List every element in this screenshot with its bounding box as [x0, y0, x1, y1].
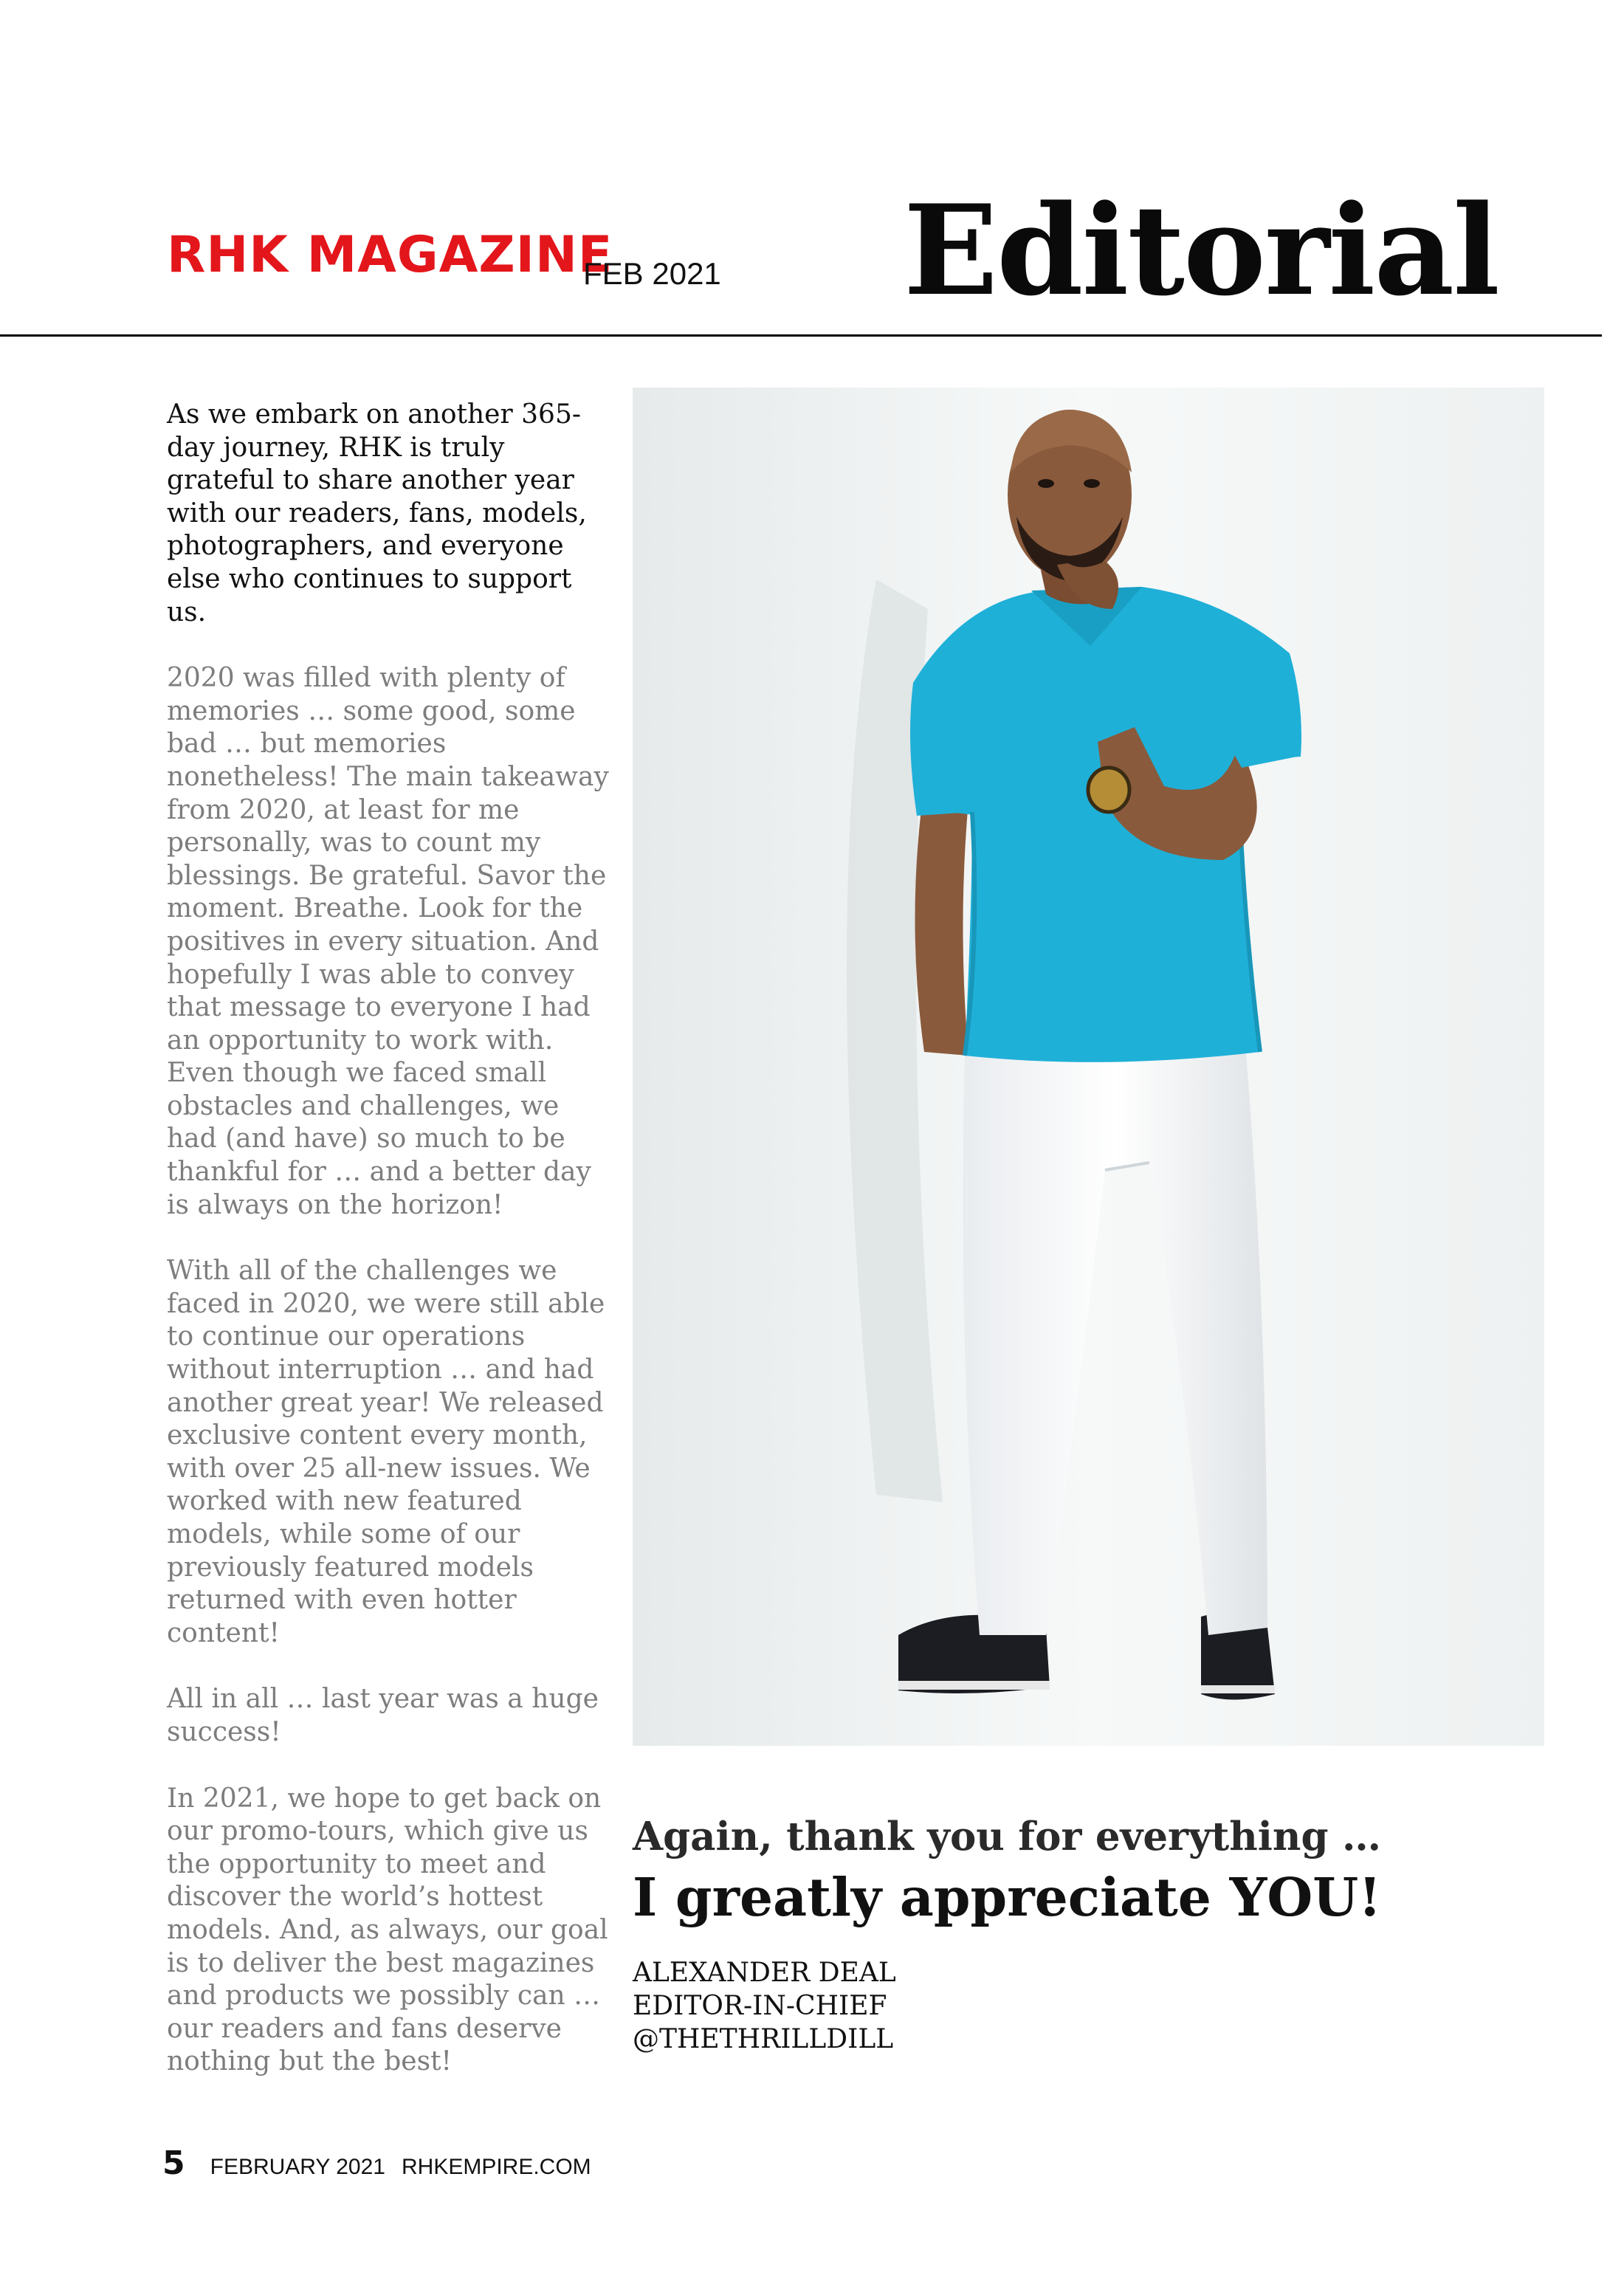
closing-line: Again, thank you for everything …: [633, 1814, 1381, 1859]
signature-handle: @THETHRILLDILL: [633, 2024, 894, 2054]
article-paragraph: In 2021, we hope to get back on our promo-tours, which give us the opportunity to meet and discover the world’s hottest models. And, as always, our goal is to deliver the best magazines and products we possibly can … our readers and fans deserve nothing but the best!: [167, 1783, 608, 2077]
editor-photo: [633, 388, 1544, 1746]
article-column: [167, 399, 617, 2112]
article-paragraph: 2020 was filled with plenty of memories … some good, some bad … but memories nonetheless! The main takeaway from 2020, at least for me personally, was to count my blessings. Be grateful. Savor the moment. Breathe. Look for the positives in every situation. And hopefully I was able to convey that message to everyone I had an opportunity to work with. Even though we faced small obstacles and challenges, we had (and have) so much to be thankful for … and a better day is always on the horizon!: [167, 663, 609, 1220]
signature-block: [633, 1956, 896, 2056]
signature-title: EDITOR-IN-CHIEF: [633, 1991, 887, 2021]
article-paragraph: With all of the challenges we faced in 2020, we were still able to continue our operations without interruption … and had another great year! We released exclusive content every month, with over 25 all-new issues. We worked with new featured models, while some of our previously featured models returned with even hotter content!: [167, 1256, 605, 1648]
article-paragraph: All in all … last year was a huge success!: [167, 1684, 599, 1747]
issue-date: FEB 2021: [583, 256, 721, 291]
page-footer: [162, 2144, 608, 2182]
page-number: 5: [162, 2144, 185, 2182]
footer-site: RHKEMPIRE.COM: [401, 2155, 591, 2179]
signature-name: ALEXANDER DEAL: [633, 1958, 896, 1988]
article-intro: As we embark on another 365-day journey, RHK is truly grateful to share another year with our readers, fans, models, photographers, and everyone else who continues to support us.: [167, 399, 587, 627]
magazine-brand: RHK MAGAZINE: [167, 226, 613, 284]
header-rule: [0, 334, 1602, 337]
closing-headline: I greatly appreciate YOU!: [633, 1866, 1382, 1928]
footer-date: FEBRUARY 2021: [210, 2155, 385, 2179]
section-title: Editorial: [903, 177, 1499, 323]
